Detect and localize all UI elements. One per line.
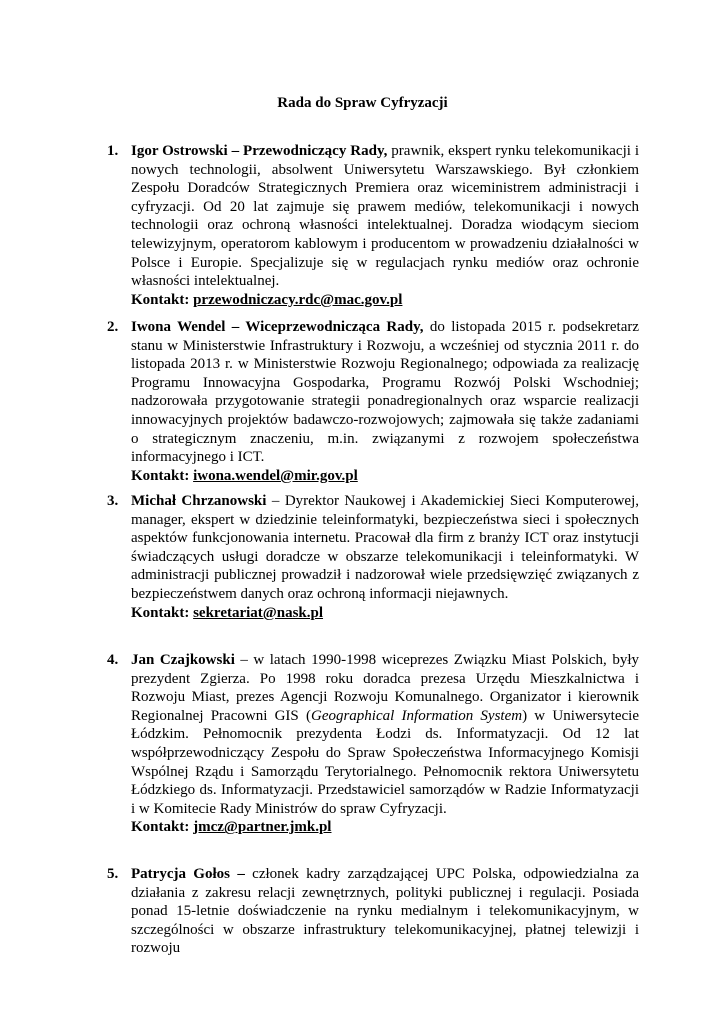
item-description <box>131 318 639 467</box>
member-bio: do listopada 2015 r. podsekretarz stanu w Ministerstwie Infrastruktury i Rozwoju, a wcześniej od stycznia 2011 r. do listopada 2013 r. w Ministerstwie Rozwoju Regionalnego; odpowiada za realizację Programu Innowacyjna Gospodarka, Programu Rozwój Polski Wschodniej; nadzorowała przygotowanie strategii ponadregionalnych oraz wsparcie realizacji innowacyjnych projektów badawczo-rozwojowych; zajmowała się także zadaniami o strategicznym znaczeniu, m.in. związanymi z rozwojem społeczeństwa informacyjnego i ICT. <box>131 319 640 466</box>
member-name: Iwona Wendel – Wiceprzewodnicząca Rady, <box>131 319 424 335</box>
contact-line <box>131 604 639 623</box>
item-body <box>131 492 639 622</box>
contact-line <box>131 818 639 837</box>
member-item-2 <box>107 318 639 485</box>
item-description <box>131 492 639 604</box>
contact-email-link[interactable]: sekretariat@nask.pl <box>193 604 324 621</box>
member-item-5 <box>107 865 639 958</box>
member-bio-part-2: ) w Uniwersytecie Łódzkim. Pełnomocnik prezydenta Łodzi ds. Informatyzacji. Od 12 lat współprzewodniczący Zespołu do Spraw Społeczeństwa Informacyjnego Komisji Wspólnej Rządu i Samorządu Terytorialnego. Pełnomocnik rektora Uniwersytetu Łódzkiego ds. Informatyzacji. Przedstawiciel samorządów w Radzie Informatyzacji i w Komitecie Rady Ministrów do spraw Cyfryzacji. <box>131 707 639 817</box>
contact-line <box>131 467 639 486</box>
contact-email-link[interactable]: iwona.wendel@mir.gov.pl <box>193 467 358 484</box>
item-description <box>131 651 639 818</box>
member-name: Michał Chrzanowski <box>131 493 267 509</box>
member-item-1 <box>107 142 639 309</box>
item-number: 3. <box>107 493 119 509</box>
member-name: Igor Ostrowski – Przewodniczący Rady, <box>131 143 388 159</box>
item-number: 5. <box>107 866 119 882</box>
item-number: 4. <box>107 652 119 668</box>
item-number: 2. <box>107 319 119 335</box>
member-bio-part-1: – w latach 1990-1998 wiceprezes Związku Miast Polskich, były prezydent Zgierza. Po 1998 roku doradca prezesa Urzędu Mieszkalnictwa i Rozwoju Miast, prezes Agencji Rozwoju Komunalnego. Organizator i kierownik Regionalnej Pracowni GIS ( <box>131 652 639 724</box>
item-body <box>131 318 639 485</box>
contact-email-link[interactable]: przewodniczacy.rdc@mac.gov.pl <box>193 291 403 308</box>
member-item-3 <box>107 492 639 622</box>
item-number: 1. <box>107 143 119 159</box>
contact-label: Kontakt: <box>131 467 194 484</box>
item-body <box>131 865 639 958</box>
item-body <box>131 142 639 309</box>
item-description <box>131 865 639 958</box>
item-body <box>131 651 639 837</box>
member-name: Patrycja Gołos – <box>131 866 245 882</box>
member-item-4 <box>107 651 639 837</box>
member-name: Jan Czajkowski <box>131 652 235 668</box>
contact-label: Kontakt: <box>131 819 194 836</box>
contact-label: Kontakt: <box>131 604 194 621</box>
member-bio: prawnik, ekspert rynku telekomunikacji i nowych technologii, absolwent Uniwersytetu Warszawskiego. Był członkiem Zespołu Doradców Strategicznych Premiera oraz wiceministrem administracji i cyfryzacji. Od 20 lat zajmuje się prawem mediów, telekomunikacji i nowych technologii oraz ochroną własności intelektualnej. Doradza wiodącym sieciom telewizyjnym, operatorom kablowym i producentom w prowadzeniu działalności w Polsce i Europie. Specjalizuje się w regulacjach rynku mediów oraz ochronie własności intelektualnej. <box>131 143 639 290</box>
contact-line <box>131 291 639 310</box>
member-bio: członek kadry zarządzającej UPC Polska, odpowiedzialna za działania z zakresu relacji zewnętrznych, polityki publicznej i regulacji. Posiada ponad 15-letnie doświadczenie na rynku medialnym i telekomunikacyjnym, w szczególności w obszarze infrastruktury telekomunikacyjnej, płatnej telewizji i rozwoju <box>131 866 639 957</box>
item-description <box>131 142 639 291</box>
page-title: Rada do Spraw Cyfryzacji <box>277 95 448 111</box>
member-bio: – Dyrektor Naukowej i Akademickiej Sieci Komputerowej, manager, ekspert w dziedzinie teleinformatyki, bezpieczeństwa sieci i społecznych aspektów funkcjonowania internetu. Pracował dla firm z branży ICT oraz instytucji świadczących usługi doradcze w obszarze telekomunikacji i teleinformatyki. W administracji publicznej prowadził i nadzorował wiele przedsięwzięć związanych z bezpieczeństwem danych oraz ochroną informacji niejawnych. <box>131 493 639 602</box>
member-bio-italic: Geographical Information System <box>310 707 523 724</box>
contact-label: Kontakt: <box>131 291 194 308</box>
contact-email-link[interactable]: jmcz@partner.jmk.pl <box>193 819 332 836</box>
